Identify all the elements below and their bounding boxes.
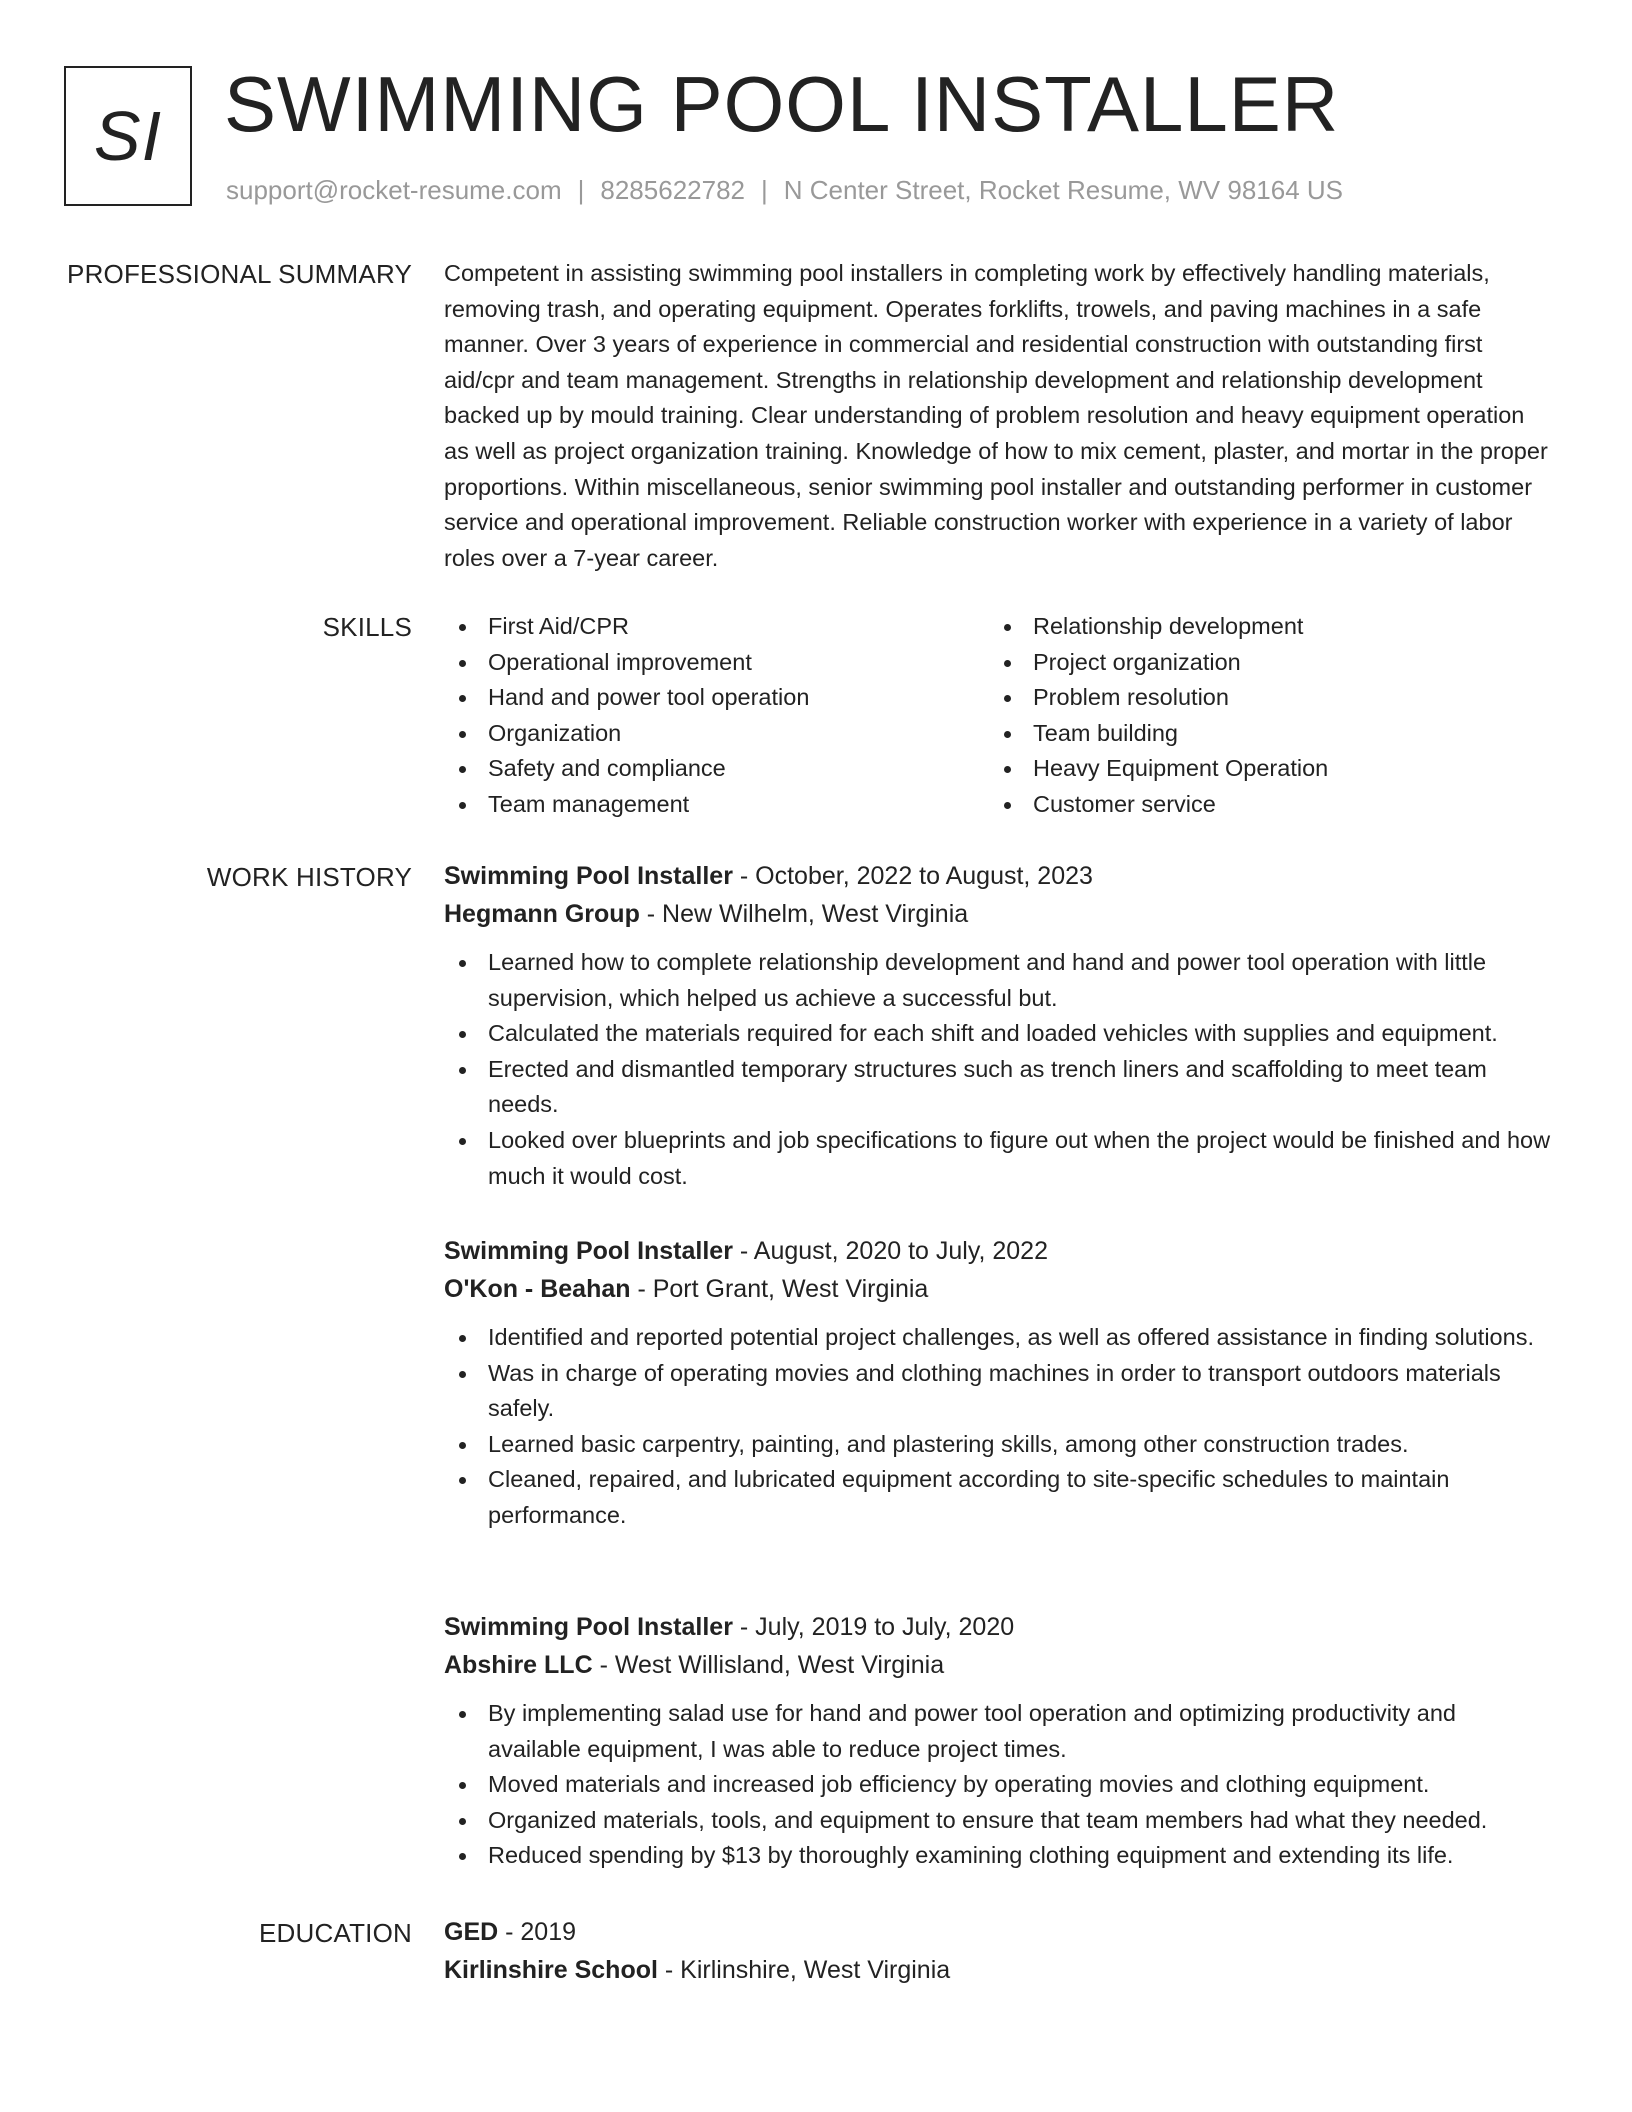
job-title-line xyxy=(444,1232,1554,1270)
company-name: Abshire LLC xyxy=(444,1651,593,1679)
bullet-icon xyxy=(1004,624,1011,631)
bullet-icon xyxy=(1004,731,1011,738)
job-dates: - July, 2019 to July, 2020 xyxy=(732,1613,1015,1641)
summary-body xyxy=(444,256,1554,576)
bullet-icon xyxy=(1004,766,1011,773)
job-company-line xyxy=(444,1646,1554,1684)
bullet-icon xyxy=(459,1477,466,1484)
job-bullet: By implementing salad use for hand and power tool operation and optimizing productivity and available equipment, I was able to reduce project times. xyxy=(444,1696,1554,1767)
school-location: - Kirlinshire, West Virginia xyxy=(657,1956,951,1984)
job-bullet: Calculated the materials required for each shift and loaded vehicles with supplies and equipment. xyxy=(444,1016,1554,1052)
skills-list-right xyxy=(989,609,1328,823)
job-bullet: Learned how to complete relationship development and hand and power tool operation with little supervision, which helped us achieve a successful but. xyxy=(444,945,1554,1016)
skill-item: Team building xyxy=(989,716,1328,752)
monogram-logo: SI xyxy=(64,66,192,206)
company-location: - Port Grant, West Virginia xyxy=(630,1275,929,1303)
education-entry xyxy=(444,1913,1554,1989)
job-title: Swimming Pool Installer xyxy=(444,1237,733,1265)
company-name: Hegmann Group xyxy=(444,900,640,928)
bullet-icon xyxy=(1004,695,1011,702)
job-company-line xyxy=(444,895,1554,933)
section-heading-work: WORK HISTORY xyxy=(206,862,412,892)
skill-item: Heavy Equipment Operation xyxy=(989,751,1328,787)
contact-line xyxy=(226,172,1343,208)
bullet-icon xyxy=(459,660,466,667)
job-dates: - August, 2020 to July, 2022 xyxy=(732,1237,1048,1265)
job-bullets xyxy=(444,1696,1554,1874)
job-bullets xyxy=(444,1320,1554,1534)
phone-number: 8285622782 xyxy=(600,175,745,205)
job-bullet: Cleaned, repaired, and lubricated equipment according to site-specific schedules to maintain performance. xyxy=(444,1462,1554,1533)
bullet-icon xyxy=(459,1853,466,1860)
graduation-year: - 2019 xyxy=(498,1918,577,1946)
bullet-icon xyxy=(1004,660,1011,667)
job-bullet: Learned basic carpentry, painting, and plastering skills, among other construction trades. xyxy=(444,1427,1554,1463)
bullet-icon xyxy=(459,1138,466,1145)
skills-body xyxy=(444,609,1554,823)
bullet-icon xyxy=(459,1067,466,1074)
job-title: Swimming Pool Installer xyxy=(444,1613,733,1641)
job-bullet: Organized materials, tools, and equipment to ensure that team members had what they needed. xyxy=(444,1803,1554,1839)
job-dates: - October, 2022 to August, 2023 xyxy=(732,862,1093,890)
bullet-icon xyxy=(459,731,466,738)
job-bullet: Reduced spending by $13 by thoroughly examining clothing equipment and extending its life. xyxy=(444,1838,1554,1874)
job-bullet: Looked over blueprints and job specifications to figure out when the project would be finished and how much it would cost. xyxy=(444,1123,1554,1194)
bullet-icon xyxy=(1004,802,1011,809)
section-heading-summary: PROFESSIONAL SUMMARY xyxy=(67,259,412,289)
job-company-line xyxy=(444,1270,1554,1308)
skill-item: First Aid/CPR xyxy=(444,609,989,645)
job-bullet: Was in charge of operating movies and clothing machines in order to transport outdoors materials safely. xyxy=(444,1356,1554,1427)
section-heading-skills: SKILLS xyxy=(322,612,412,642)
contact-separator: | xyxy=(761,175,768,205)
school-name: Kirlinshire School xyxy=(444,1956,658,1984)
summary-text: Competent in assisting swimming pool installers in completing work by effectively handling materials, removing trash, and operating equipment. Operates forklifts, trowels, and paving machines in a safe manner. Over 3 years of experience in commercial and residential construction with outstanding first aid/cpr and team management. Strengths in relationship development and relationship development backed up by mould training. Clear understanding of problem resolution and heavy equipment operation as well as project organization training. Knowledge of how to mix cement, plaster, and mortar in the proper proportions. Within miscellaneous, senior swimming pool installer and outstanding performer in customer service and operational improvement. Reliable construction worker with experience in a variety of labor roles over a 7-year career. xyxy=(444,260,1548,571)
company-location: - New Wilhelm, West Virginia xyxy=(639,900,969,928)
contact-separator: | xyxy=(577,175,585,205)
job-title-line xyxy=(444,857,1554,895)
job-entry xyxy=(444,1608,1554,1874)
bullet-icon xyxy=(459,1031,466,1038)
skill-item: Project organization xyxy=(989,645,1328,681)
job-bullet: Erected and dismantled temporary structures such as trench liners and scaffolding to meet team needs. xyxy=(444,1052,1554,1123)
section-heading-education: EDUCATION xyxy=(259,1918,412,1948)
company-location: - West Willisland, West Virginia xyxy=(592,1651,945,1679)
skill-item: Relationship development xyxy=(989,609,1328,645)
skill-item: Hand and power tool operation xyxy=(444,680,989,716)
skill-item: Safety and compliance xyxy=(444,751,989,787)
bullet-icon xyxy=(459,1335,466,1342)
skill-item: Customer service xyxy=(989,787,1328,823)
job-bullet: Identified and reported potential project challenges, as well as offered assistance in finding solutions. xyxy=(444,1320,1554,1356)
job-title: Swimming Pool Installer xyxy=(444,862,733,890)
bullet-icon xyxy=(459,1371,466,1378)
school-line xyxy=(444,1951,1554,1989)
degree-line xyxy=(444,1913,1554,1951)
job-bullets xyxy=(444,945,1554,1194)
bullet-icon xyxy=(459,766,466,773)
job-entry xyxy=(444,857,1554,1194)
bullet-icon xyxy=(459,1782,466,1789)
address: N Center Street, Rocket Resume, WV 98164 US xyxy=(783,175,1343,205)
skill-item: Problem resolution xyxy=(989,680,1328,716)
bullet-icon xyxy=(459,802,466,809)
skill-item: Team management xyxy=(444,787,989,823)
job-bullet: Moved materials and increased job efficiency by operating movies and clothing equipment. xyxy=(444,1767,1554,1803)
skill-item: Operational improvement xyxy=(444,645,989,681)
skills-list-left xyxy=(444,609,989,823)
email-link[interactable]: support@rocket-resume.com xyxy=(226,175,562,205)
skill-item: Organization xyxy=(444,716,989,752)
degree: GED xyxy=(444,1918,499,1946)
bullet-icon xyxy=(459,695,466,702)
job-title-line xyxy=(444,1608,1554,1646)
bullet-icon xyxy=(459,1711,466,1718)
candidate-name: SWIMMING POOL INSTALLER xyxy=(224,60,1340,148)
job-entry xyxy=(444,1232,1554,1534)
company-name: O'Kon - Beahan xyxy=(444,1275,631,1303)
bullet-icon xyxy=(459,1818,466,1825)
bullet-icon xyxy=(459,1442,466,1449)
bullet-icon xyxy=(459,624,466,631)
bullet-icon xyxy=(459,960,466,967)
